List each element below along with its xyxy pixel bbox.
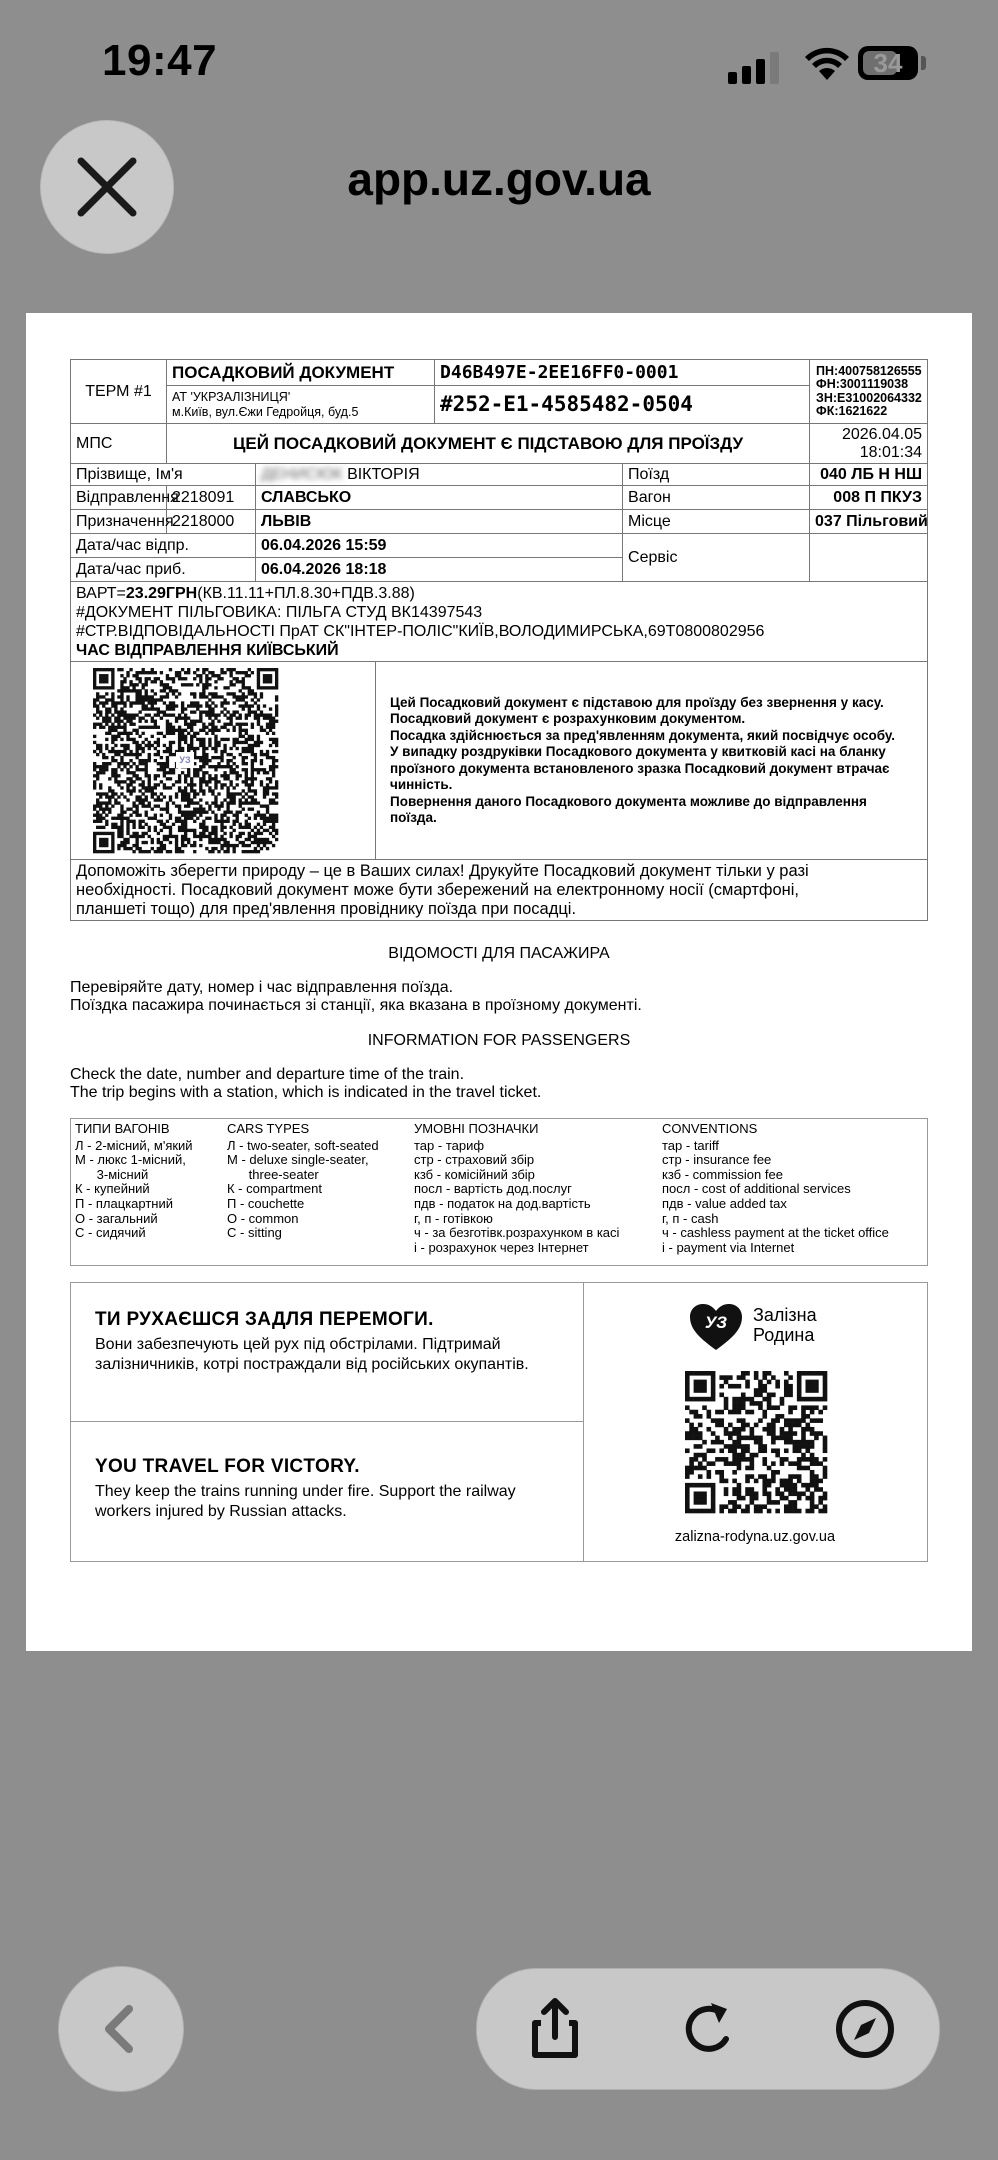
destination-label: Призначення [71,510,167,534]
action-toolbar [476,1968,940,2090]
doc-code-2: #252-E1-4585482-0504 [435,386,810,424]
issue-datetime: 2026.04.05 18:01:34 [810,424,928,464]
destination-code: 2218000 [167,510,256,534]
promo-ua [71,1283,584,1422]
share-button[interactable] [517,1991,593,2067]
fare-line: ВАРТ=23.29ГРН(КВ.11.11+ПЛ.8.30+ПДВ.3.88) [76,585,415,602]
notice-text: Цей Посадковий документ є підставою для проїзду без звернення у касу. Посадковий документ є розрахунковим документом. Посадка здійснюється за пред'явленням документа, який посвідчує особу. У випадку роздруківки Посадкового документа у квитковій касі на бланку проїзного документа встановленого зразка Посадковий документ втрачає чинність. Повернення даного Посадкового документа можливе до відправлення поїзда. [376,662,928,860]
destination-station: ЛЬВІВ [256,510,623,534]
first-name: ВІКТОРІЯ [347,466,420,483]
reload-button[interactable] [673,1991,749,2067]
convention-item: О - common [227,1210,299,1226]
ticket-document [26,313,972,1651]
convention-item: ч - cashless payment at the ticket office [662,1225,889,1241]
basis-notice: ЦЕЙ ПОСАДКОВИЙ ДОКУМЕНТ Є ПІДСТАВОЮ ДЛЯ ПРОЇЗДУ [167,424,810,464]
doc-title: ПОСАДКОВИЙ ДОКУМЕНТ [167,360,435,386]
promo-qr-code [685,1371,827,1513]
seat-value: 037 Пільговий [810,510,928,534]
company-info: АТ 'УКРЗАЛІЗНИЦЯ' м.Київ, вул.Єжи Гедройця, буд.5 [167,386,435,424]
convention-item: г, п - готівкою [414,1210,493,1226]
car-types-ua: ТИПИ ВАГОНІВ Л - 2-місний, м'який М - люкс 1-місний, 3-місний К - купейний П - плацкартний О - загальний С - сидячий [75,1121,193,1241]
convention-item: кзб - комісійний збір [414,1166,535,1182]
qr-logo: УЗ [176,752,194,768]
cellular-signal-icon [728,50,780,84]
insurance-line: #СТР.ВІДПОВІДАЛЬНОСТІ ПрАТ СК"ІНТЕР-ПОЛІС"КИЇВ,ВОЛОДИМИРСЬКА,69Т0800802956 [76,623,765,640]
convention-item: К - compartment [227,1181,322,1197]
conventions-box [70,1118,928,1266]
train-label: Поїзд [623,464,810,486]
convention-item: стр - страховий збір [414,1152,535,1168]
ticket-table [70,359,928,921]
promo-site: zalizna-rodyna.uz.gov.ua [674,1529,836,1545]
convention-item: П - плацкартний [75,1195,174,1211]
service-label: Сервіс [623,534,810,582]
convention-item: ч - за безготівк.розрахунком в касі [414,1225,620,1241]
convention-item: і - payment via Internet [662,1239,795,1255]
promo-ua-title: ТИ РУХАЄШСЯ ЗАДЛЯ ПЕРЕМОГИ. [95,1309,434,1330]
reload-icon [689,2003,727,2049]
brand-name: Залізна Родина [753,1305,817,1345]
symbols-en: CONVENTIONS тар - tariff стр - insurance fee кзб - commission fee посл - cost of additional services пдв - value added tax г, п - cash ч - cashless payment at the ticket office і - payment via Internet [662,1121,889,1255]
service-value [810,534,928,582]
convention-item: 3-місний [75,1166,149,1182]
status-bar [0,0,998,120]
convention-item: К - купейний [75,1181,150,1197]
convention-item: посл - cost of additional services [662,1181,851,1197]
convention-item: С - сидячий [75,1225,146,1241]
promo-ua-text: Вони забезпечують цей рух під обстрілами. Підтримай залізничників, котрі постраждали від російських окупантів. [95,1336,529,1373]
convention-item: М - deluxe single-seater, [227,1152,369,1168]
info-ua-text: Перевіряйте дату, номер і час відправлення поїзда. Поїздка пасажира починається зі станції, яка вказана в проїзному документі. [70,979,642,1014]
battery-icon [858,46,918,80]
info-en-text: Check the date, number and departure time of the train. The trip begins with a station, which is indicated in the travel ticket. [70,1066,542,1101]
car-label: Вагон [623,486,810,510]
surname-redacted: ДЕНИСЮК [261,466,343,483]
name-label: Прізвище, Ім'я [71,464,256,486]
battery-level: 34 [873,48,903,78]
promo-en-title: YOU TRAVEL FOR VICTORY. [95,1456,360,1477]
fiscal-numbers: ПН:400758126555 ФН:3001119038 ЗН:Е31002064332 ФК:1621622 [810,360,928,424]
convention-item: і - розрахунок через Інтернет [414,1239,589,1255]
page-url-title: app.uz.gov.ua [347,153,651,205]
dep-datetime-label: Дата/час відпр. [71,534,256,558]
info-heading-ua: ВІДОМОСТІ ДЛЯ ПАСАЖИРА [388,945,610,962]
term-cell: ТЕРМ #1 [71,360,167,424]
convention-item: М - люкс 1-місний, [75,1152,186,1168]
promo-en [71,1422,584,1561]
convention-item: three-seater [227,1166,319,1182]
battery-tip [921,56,926,70]
train-value: 040 ЛБ Н НШ [810,464,928,486]
doc-code-1: D46B497E-2EE16FF0-0001 [435,360,810,386]
status-time: 19:47 [102,36,218,85]
benefit-line: #ДОКУМЕНТ ПІЛЬГОВИКА: ПІЛЬГА СТУД ВК14397543 [76,604,483,621]
departure-code: 2218091 [167,486,256,510]
passenger-name [256,464,623,486]
promo-en-text: They keep the trains running under fire. Support the railway workers injured by Russian attacks. [95,1483,516,1520]
convention-item: О - загальний [75,1210,158,1226]
convention-item: пдв - value added tax [662,1195,787,1211]
convention-item: тар - тариф [414,1137,485,1153]
convention-item: кзб - commission fee [662,1166,783,1182]
convention-item: Л - two-seater, soft-seated [227,1137,379,1153]
convention-item: пдв - податок на дод.вартість [414,1195,591,1211]
symbols-ua: УМОВНІ ПОЗНАЧКИ тар - тариф стр - страховий збір кзб - комісійний збір посл - вартість дод.послуг пдв - податок на дод.вартість г, п - готівкою ч - за безготівк.розрахунком в касі і - розрахунок через Інтернет [414,1121,620,1255]
convention-item: тар - tariff [662,1137,719,1153]
mps-label: МПС [71,424,167,464]
convention-item: П - couchette [227,1195,305,1211]
dep-datetime-value: 06.04.2026 15:59 [256,534,623,558]
share-icon [535,2001,575,2055]
convention-item: С - sitting [227,1225,282,1241]
fare-block [71,582,928,662]
departure-station: СЛАВСЬКО [256,486,623,510]
convention-item: посл - вартість дод.послуг [414,1181,572,1197]
info-heading-en: INFORMATION FOR PASSENGERS [367,1032,631,1049]
back-button[interactable] [58,1966,184,2092]
car-types-en: CARS TYPES Л - two-seater, soft-seated М - deluxe single-seater, three-seater К - compartment П - couchette О - common С - sitting [227,1121,379,1241]
seat-label: Місце [623,510,810,534]
convention-item: г, п - cash [662,1210,719,1226]
compass-icon [839,2003,891,2055]
qr-cell [71,662,376,860]
wifi-icon [804,46,850,82]
uz-heart-logo-icon [689,1303,743,1351]
chevron-left-icon [59,1967,183,2091]
convention-item: Л - 2-місний, м'який [75,1137,193,1153]
arr-datetime-value: 06.04.2026 18:18 [256,558,623,582]
arr-datetime-label: Дата/час приб. [71,558,256,582]
uz-logo-mark: УЗ [704,1313,728,1332]
departure-label: Відправлення [71,486,167,510]
promo-box [70,1282,928,1562]
car-value: 008 П ПКУЗ [810,486,928,510]
kyiv-time-note: ЧАС ВІДПРАВЛЕННЯ КИЇВСЬКИЙ [76,642,339,659]
safari-compass-button[interactable] [827,1991,903,2067]
eco-notice: Допоможіть зберегти природу – це в Ваших силах! Друкуйте Посадковий документ тільки у разі необхідності. Посадковий документ може бути збережений на електронному носії (смартфоні, планшеті тощо) для пред'явлення провіднику поїзда при посадці. [71,860,928,921]
convention-item: стр - insurance fee [662,1152,772,1168]
